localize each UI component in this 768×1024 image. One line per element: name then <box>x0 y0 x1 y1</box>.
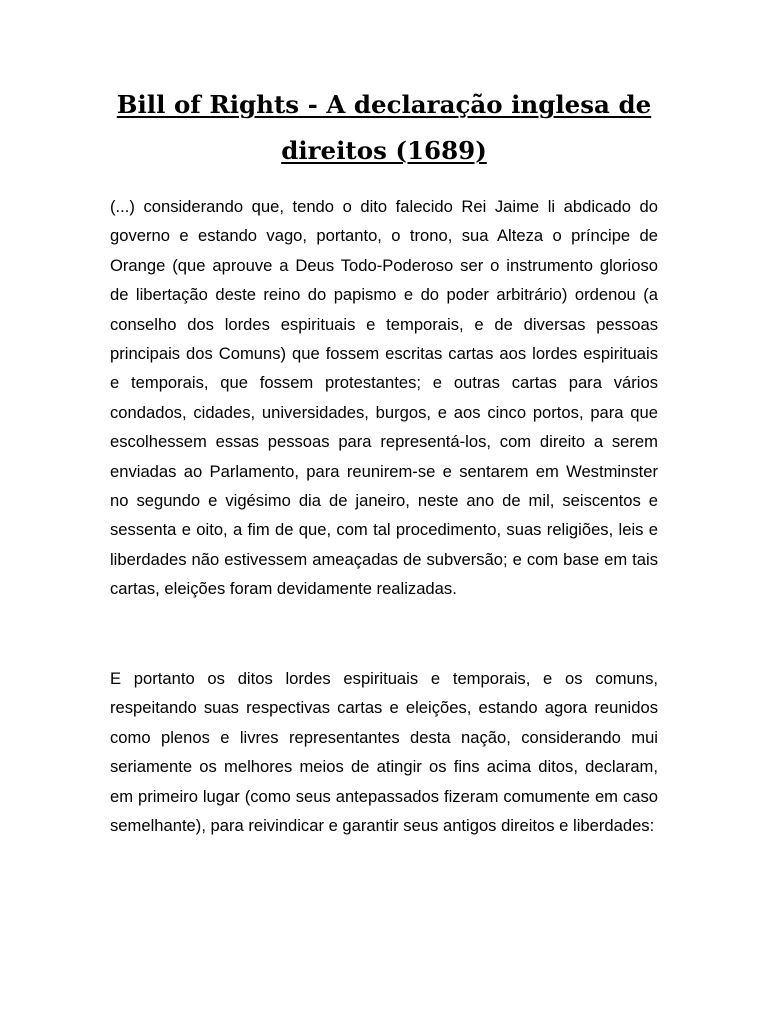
paragraph-2: E portanto os ditos lordes espirituais e temporais, e os comuns, respeitando suas respectivas cartas e eleições, estando agora reunidos como plenos e livres representantes desta nação, considerando mui seriamente os melhores meios de atingir os fins acima ditos, declaram, em primeiro lugar (como seus antepassados fizeram comumente em caso semelhante), para reivindicar e garantir seus antigos direitos e liberdades: <box>110 669 658 836</box>
paragraph-1: (...) considerando que, tendo o dito falecido Rei Jaime li abdicado do governo e estando vago, portanto, o trono, sua Alteza o príncipe de Orange (que aprouve a Deus Todo-Poderoso ser o instrumento glorioso de libertação deste reino do papismo e do poder arbitrário) ordenou (a conselho dos lordes espirituais e temporais, e de diversas pessoas principais dos Comuns) que fossem escritas cartas aos lordes espirituais e temporais, que fossem protestantes; e outras cartas para vários condados, cidades, universidades, burgos, e aos cinco portos, para que escolhessem essas pessoas para representá-los, com direito a serem enviadas ao Parlamento, para reunirem-se e sentarem em Westminster no segundo e vigésimo dia de janeiro, neste ano de mil, seiscentos e sessenta e oito, a fim de que, com tal procedimento, suas religiões, leis e liberdades não estivessem ameaçadas de subversão; e com base em tais cartas, eleições foram devidamente realizadas. <box>110 197 658 599</box>
document-title: Bill of Rights - A declaração inglesa de direitos (1689) <box>116 90 652 165</box>
